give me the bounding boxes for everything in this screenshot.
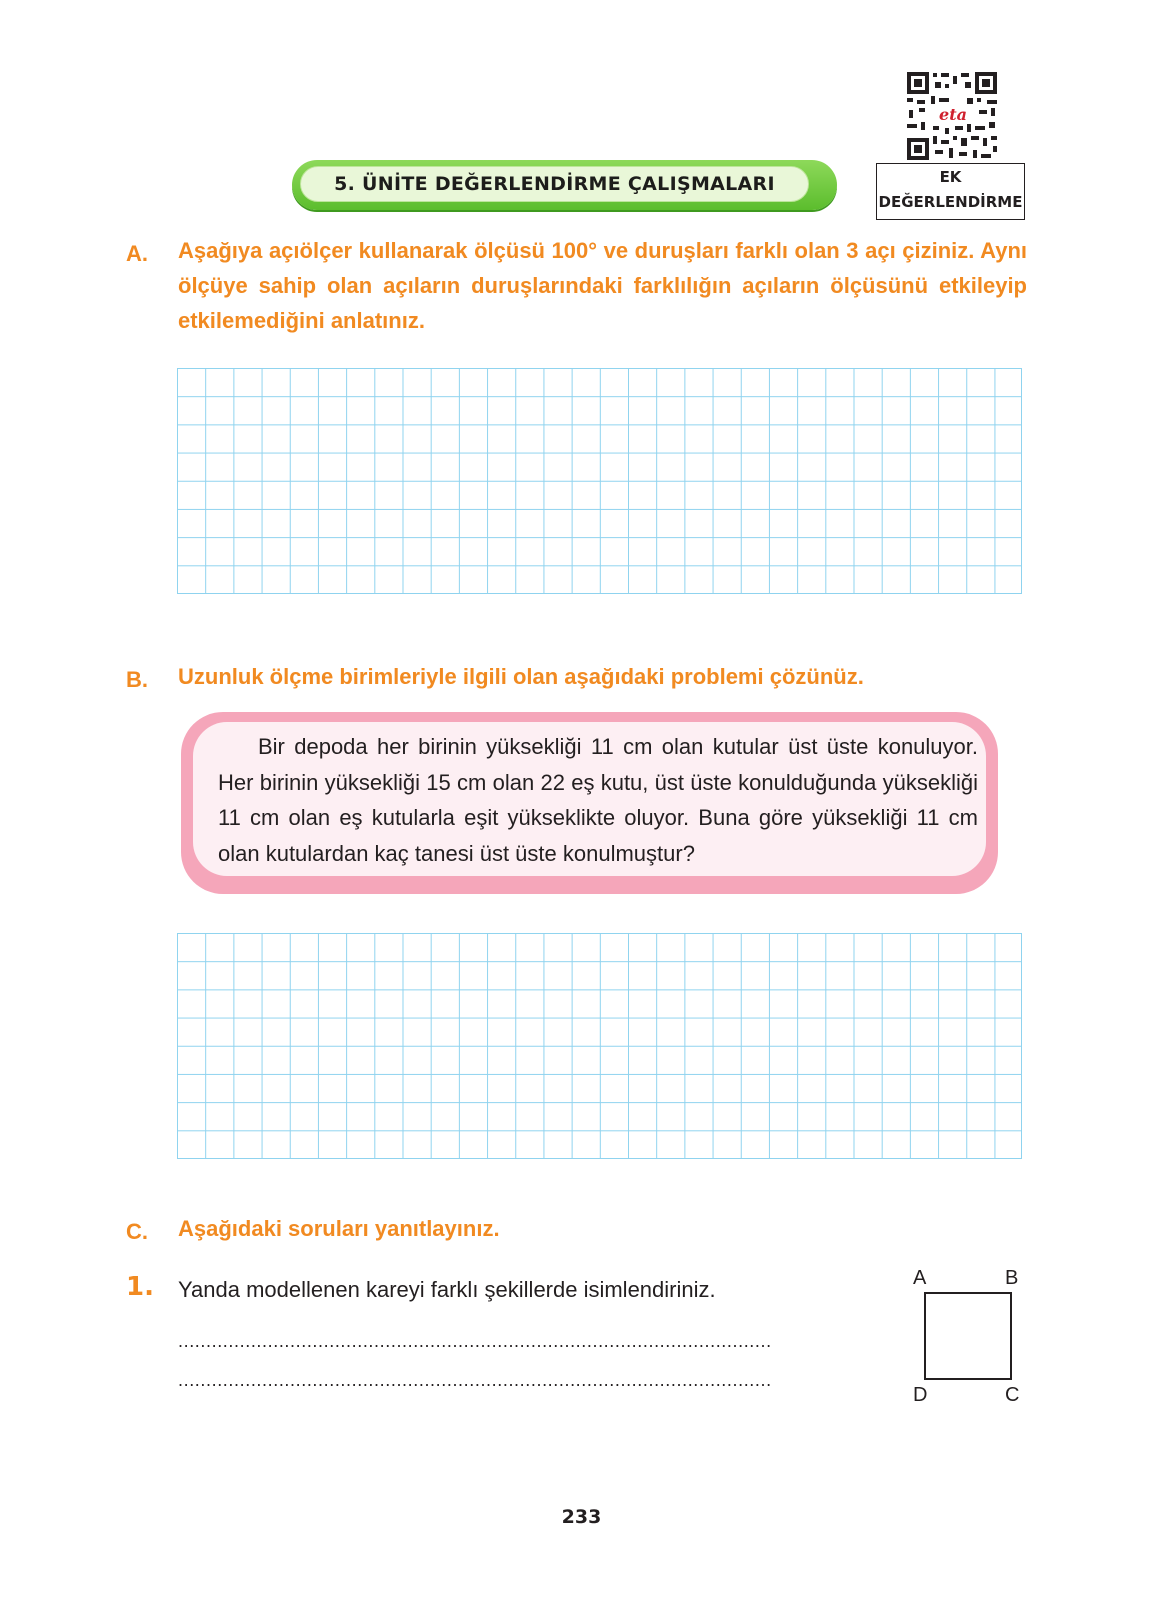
vertex-label-b: B	[1005, 1267, 1019, 1289]
answer-line-2[interactable]: ..........................................................................................................	[178, 1370, 772, 1390]
word-problem-body: Bir depoda her birinin yüksekliği 11 cm olan kutular üst üste konuluyor. Her birinin yüksekliği 15 cm olan 22 eş kutu, üst üste konulduğunda yüksekliği 11 cm olan eş kutularla eşit yükseklikte oluyor. Buna göre yüksekliği 11 cm olan kutulardan kaç tanesi üst üste konulmuştur?	[218, 734, 978, 866]
section-a-letter: A.	[126, 241, 148, 266]
box-label-line2: DEĞERLENDİRME	[878, 193, 1023, 211]
answer-line-1[interactable]: ..........................................................................................................	[178, 1331, 772, 1351]
vertex-label-a: A	[913, 1267, 927, 1289]
square-model	[924, 1292, 1012, 1380]
vertex-label-d: D	[913, 1384, 928, 1406]
supplementary-assessment-box	[876, 163, 1025, 220]
page-number: 233	[561, 1506, 602, 1528]
section-c-letter: C.	[126, 1219, 148, 1244]
section-a-instruction: Aşağıya açıölçer kullanarak ölçüsü 100° ve duruşları farklı olan 3 açı çiziniz. Aynı ölçüye sahip olan açıların duruşlarındaki farklılığın açıların ölçüsünü etkileyip etkilemediğini anlatınız.	[178, 238, 1027, 333]
answer-grid-b[interactable]	[177, 933, 1022, 1159]
answer-grid-a[interactable]	[177, 368, 1022, 594]
box-label-line1: EK	[939, 168, 962, 186]
word-problem-text	[218, 729, 978, 871]
qr-code[interactable]	[905, 70, 999, 162]
section-b-instruction: Uzunluk ölçme birimleriyle ilgili olan aşağıdaki problemi çözünüz.	[178, 664, 864, 689]
vertex-label-c: C	[1005, 1384, 1020, 1406]
question-1-text: Yanda modellenen kareyi farklı şekillerde isimlendiriniz.	[178, 1277, 716, 1302]
eta-logo-text: eta	[939, 105, 967, 124]
section-c-instruction: Aşağıdaki soruları yanıtlayınız.	[178, 1216, 500, 1241]
unit-title-banner	[292, 160, 837, 210]
page-title: 5. ÜNİTE DEĞERLENDİRME ÇALIŞMALARI	[334, 173, 775, 195]
section-b-letter: B.	[126, 667, 148, 692]
question-1-number: 1.	[126, 1272, 154, 1302]
